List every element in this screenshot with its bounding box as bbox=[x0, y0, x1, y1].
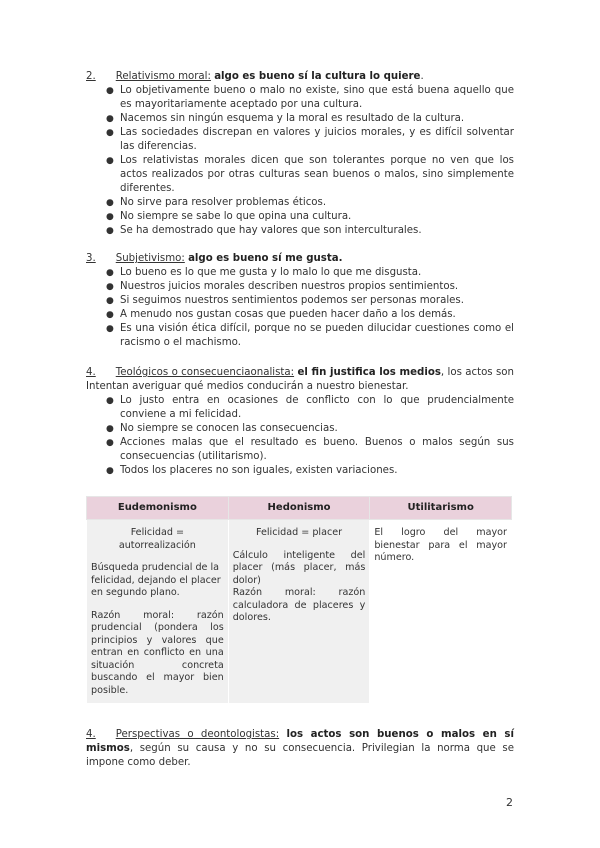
list-item: ● Lo justo entra en ocasiones de conflicto con lo que prudencialmente conviene a mi felicidad. bbox=[106, 395, 514, 420]
header-hedonismo: Hedonismo bbox=[228, 497, 370, 520]
list-item: ● Es una visión ética difícil, porque no se pueden dilucidar cuestiones como el racismo o el machismo. bbox=[106, 323, 514, 348]
section-thesis: algo es bueno sí me gusta. bbox=[188, 253, 343, 264]
section-thesis: algo es bueno sí la cultura lo quiere bbox=[214, 71, 421, 82]
section-thesis: los actos son buenos o malos en sí mismos bbox=[86, 729, 514, 754]
eudemonismo-moral-reason: Razón moral: razón prudencial (pondera los principios y valores que entran en conflicto en una situación concreta buscando el mayor bien posible. bbox=[91, 609, 224, 696]
list-item: ● Lo bueno es lo que me gusta y lo malo lo que me disgusta. bbox=[106, 267, 422, 278]
list-item: ● Acciones malas que el resultado es bueno. Buenos o malos según sus consecuencias (utilitarismo). bbox=[106, 437, 514, 462]
cell-utilitarismo bbox=[370, 520, 512, 704]
table-header-row bbox=[87, 497, 512, 520]
section-relativismo bbox=[86, 70, 514, 238]
section-heading: 2. Relativismo moral: algo es bueno sí la cultura lo quiere. bbox=[86, 71, 424, 82]
ethics-comparison-table bbox=[86, 496, 512, 704]
header-eudemonismo: Eudemonismo bbox=[87, 497, 229, 520]
list-item: ● No siempre se conocen las consecuencias. bbox=[106, 423, 338, 434]
list-item: ● A menudo nos gustan cosas que pueden hacer daño a los demás. bbox=[106, 309, 456, 320]
section-body: , según su causa y no su consecuencia. Privilegian la norma que se impone como deber. bbox=[86, 743, 514, 768]
hedonismo-description: Cálculo inteligente del placer (más placer, más dolor) bbox=[232, 549, 366, 586]
list-item: ● Las sociedades discrepan en valores y juicios morales, y es difícil solventar las diferencias. bbox=[106, 127, 514, 152]
list-item: ● No siempre se sabe lo que opina una cultura. bbox=[106, 211, 352, 222]
eudemonismo-description: Búsqueda prudencial de la felicidad, dejando el placer en segundo plano. bbox=[91, 562, 221, 598]
table-row bbox=[87, 520, 512, 704]
hedonismo-definition: Felicidad = placer bbox=[255, 527, 343, 538]
section-heading bbox=[86, 366, 514, 394]
section-subjetivismo bbox=[86, 252, 514, 350]
section-number: 2. bbox=[86, 71, 96, 82]
bullet-list bbox=[86, 84, 514, 238]
page-number: 2 bbox=[506, 796, 513, 809]
section-title: Perspectivas o deontologistas: bbox=[115, 729, 280, 740]
hedonismo-moral-reason: Razón moral: razón calculadora de placeres y dolores. bbox=[232, 587, 366, 623]
section-number: 4. bbox=[86, 367, 96, 378]
header-utilitarismo: Utilitarismo bbox=[370, 497, 512, 520]
list-item: ● Lo objetivamente bueno o malo no existe, sino que está buena aquello que es mayoritariamente aceptado por una cultura. bbox=[106, 85, 514, 110]
eudemonismo-definition: Felicidad = autorrealización bbox=[118, 527, 196, 551]
section-title: Teológicos o consecuenciaonalista: bbox=[115, 367, 295, 378]
list-item: ● Nacemos sin ningún esquema y la moral es resultado de la cultura. bbox=[106, 113, 465, 124]
list-item: ● Se ha demostrado que hay valores que son interculturales. bbox=[106, 225, 422, 236]
list-item: ● No sirve para resolver problemas éticos. bbox=[106, 197, 327, 208]
section-deontologistas bbox=[86, 728, 514, 770]
section-heading bbox=[86, 728, 514, 770]
cell-hedonismo bbox=[228, 520, 370, 704]
section-title: Subjetivismo: bbox=[115, 253, 185, 264]
utilitarismo-description: El logro del mayor bienestar para el mayor número. bbox=[374, 527, 507, 563]
section-number: 4. bbox=[86, 729, 96, 740]
section-title: Relativismo moral: bbox=[115, 71, 211, 82]
list-item: ● Los relativistas morales dicen que son tolerantes porque no ven que los actos realizados por otras culturas sean buenos o malos, sino simplemente diferentes. bbox=[106, 155, 514, 194]
list-item: ● Si seguimos nuestros sentimientos podemos ser personas morales. bbox=[106, 295, 464, 306]
section-intro: , los actos son Intentan averiguar qué medios conducirán a nuestro bienestar. bbox=[86, 367, 514, 392]
cell-eudemonismo bbox=[87, 520, 229, 704]
bullet-list bbox=[86, 266, 514, 350]
section-thesis: el fin justifica los medios bbox=[297, 367, 441, 378]
section-number: 3. bbox=[86, 253, 96, 264]
list-item: ● Todos los placeres no son iguales, existen variaciones. bbox=[106, 465, 398, 476]
section-teologicos bbox=[86, 366, 514, 478]
section-heading bbox=[86, 252, 514, 266]
bullet-list bbox=[86, 394, 514, 478]
list-item: ● Nuestros juicios morales describen nuestros propios sentimientos. bbox=[106, 281, 459, 292]
